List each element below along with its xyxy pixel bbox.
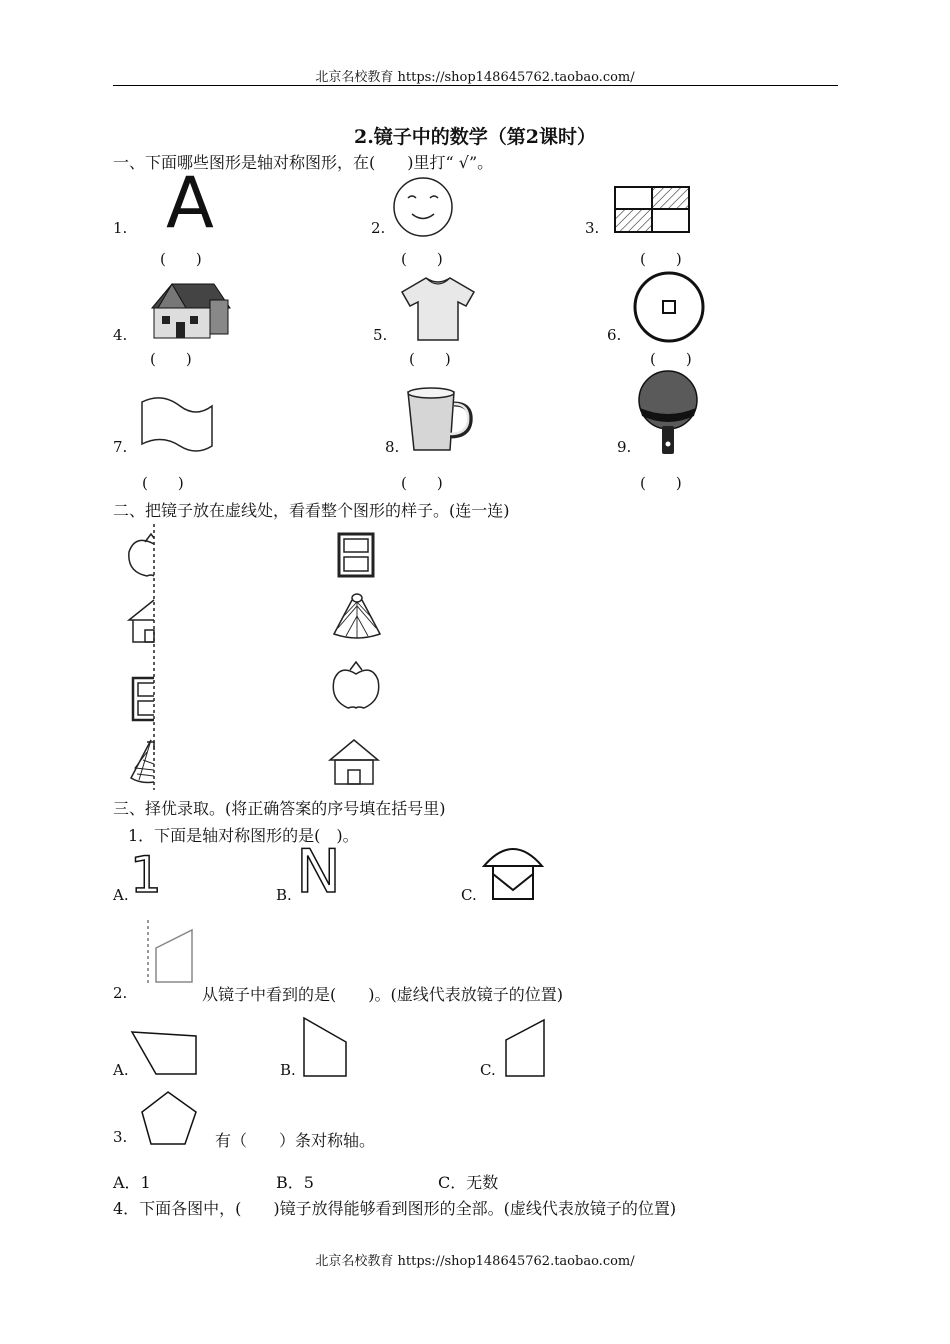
- letter-a-icon: A: [166, 162, 214, 244]
- q2-figure: [142, 918, 198, 988]
- coin-icon: [632, 270, 706, 344]
- q2-option-c-label: C.: [480, 1061, 496, 1079]
- item3-number: 3.: [585, 219, 600, 237]
- smiley-face-icon: [392, 176, 454, 238]
- item9-number: 9.: [617, 438, 632, 456]
- q3-text: 有（ ）条对称轴。: [215, 1131, 376, 1150]
- window-icon: [336, 532, 376, 578]
- q1-option-b-label: B.: [276, 886, 292, 904]
- q2-option-c-shape: [502, 1018, 548, 1080]
- half-apple-icon: [125, 530, 157, 580]
- item9-answer[interactable]: ( ): [640, 474, 682, 492]
- ping-pong-paddle-icon: [636, 370, 700, 456]
- q3-option-a: A．1: [113, 1173, 151, 1192]
- item2-number: 2.: [371, 219, 386, 237]
- hatched-rectangle-icon: [614, 186, 690, 234]
- half-window-icon: [125, 676, 157, 722]
- house-icon: [148, 282, 232, 340]
- shuttlecock-icon: [330, 592, 384, 640]
- page-footer: 北京名校教育 https://shop148645762.taobao.com/: [315, 1254, 635, 1269]
- item4-number: 4.: [113, 326, 128, 344]
- item4-answer[interactable]: ( ): [150, 350, 192, 368]
- half-house-icon: [125, 598, 157, 646]
- house-outline-icon: [328, 738, 380, 786]
- q3-number: 3.: [113, 1128, 128, 1146]
- q4-text: 4．下面各图中，( )镜子放得能够看到图形的全部。(虚线代表放镜子的位置): [113, 1199, 677, 1218]
- item1-answer[interactable]: ( ): [160, 250, 202, 268]
- item6-answer[interactable]: ( ): [650, 350, 692, 368]
- q1-text: 1．下面是轴对称图形的是( )。: [128, 826, 359, 845]
- half-shuttlecock-icon: [125, 738, 157, 788]
- item6-number: 6.: [607, 326, 622, 344]
- item7-number: 7.: [113, 438, 128, 456]
- q3-option-b: B．5: [276, 1173, 314, 1192]
- mug-icon: [404, 386, 474, 456]
- q2-option-b-label: B.: [280, 1061, 296, 1079]
- item7-answer[interactable]: ( ): [142, 474, 184, 492]
- q3-option-c: C．无数: [438, 1173, 499, 1192]
- q2-text: 从镜子中看到的是( )。(虚线代表放镜子的位置): [202, 985, 563, 1004]
- q1-option-a-label: A.: [113, 886, 129, 904]
- section1-heading: 一、下面哪些图形是轴对称图形，在( )里打“ √”。: [113, 153, 494, 172]
- tshirt-icon: [400, 276, 476, 342]
- letter-n-glyph: N: [296, 837, 341, 907]
- q2-number: 2.: [113, 984, 128, 1002]
- item3-answer[interactable]: ( ): [640, 250, 682, 268]
- item2-answer[interactable]: ( ): [401, 250, 443, 268]
- section2-heading: 二、把镜子放在虚线处，看看整个图形的样子。(连一连): [113, 501, 510, 520]
- q2-option-a-shape: [130, 1028, 200, 1078]
- section3-heading: 三、择优录取。(将正确答案的序号填在括号里): [113, 799, 446, 818]
- item1-number: 1.: [113, 219, 128, 237]
- flag-icon: [140, 396, 216, 458]
- q2-option-a-label: A.: [113, 1061, 129, 1079]
- item5-number: 5.: [373, 326, 388, 344]
- q1-option-c-label: C.: [461, 886, 477, 904]
- item5-answer[interactable]: ( ): [409, 350, 451, 368]
- q2-option-b-shape: [302, 1016, 352, 1080]
- digit-one-glyph: 1: [130, 846, 162, 904]
- header-rule: [113, 85, 838, 86]
- umbrella-box-icon: [482, 844, 544, 902]
- pentagon-icon: [140, 1090, 200, 1146]
- item8-number: 8.: [385, 438, 400, 456]
- page-header: 北京名校教育 https://shop148645762.taobao.com/: [315, 70, 635, 85]
- item8-answer[interactable]: ( ): [401, 474, 443, 492]
- page-title: 2.镜子中的数学（第2课时）: [353, 126, 597, 148]
- apple-icon: [328, 660, 384, 712]
